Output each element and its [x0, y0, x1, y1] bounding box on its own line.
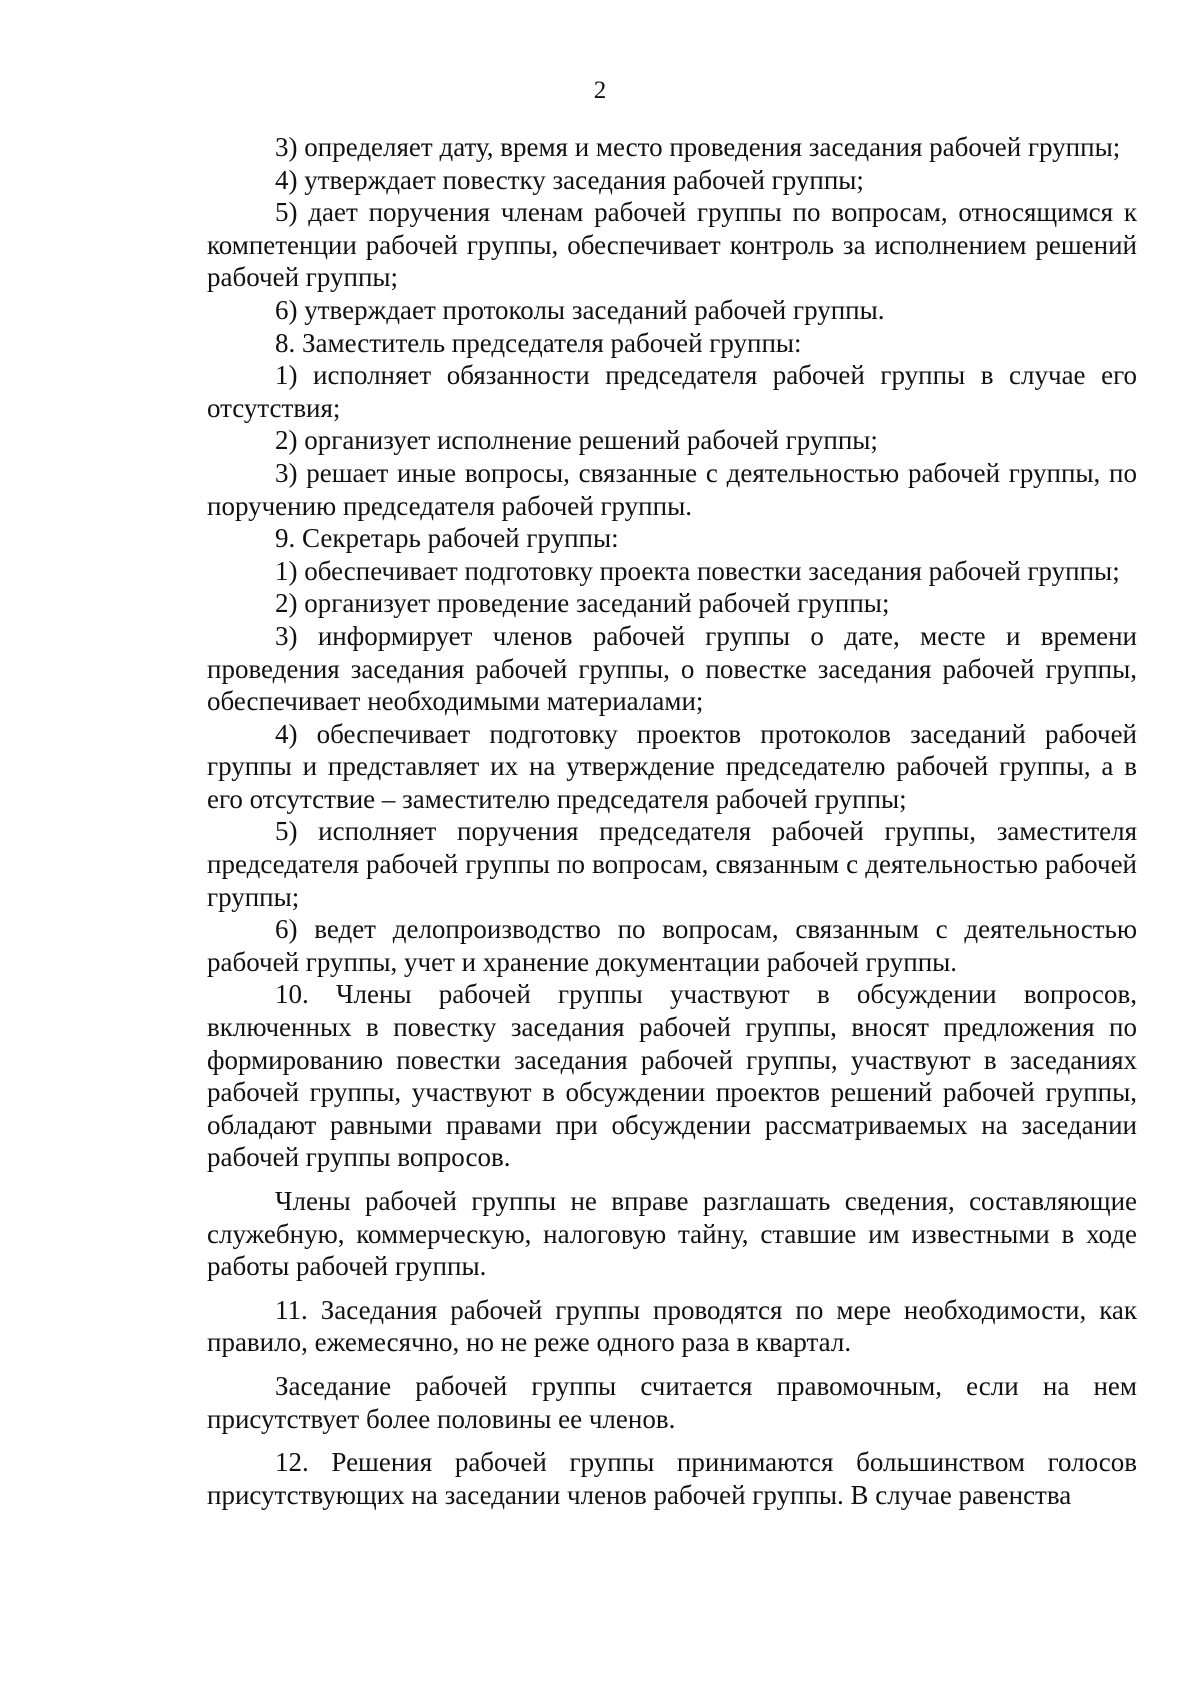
paragraph-section-11-meetings: 11. Заседания рабочей группы проводятся по мере необходимости, как правило, ежемесячно, но не реже одного раза в квартал. — [207, 1294, 1137, 1358]
paragraph-item-4-agenda: 4) утверждает повестку заседания рабочей группы; — [275, 164, 864, 195]
paragraph-secretary-item-5: 5) исполняет поручения председателя рабочей группы, заместителя председателя рабочей группы по вопросам, связанным с деятельностью рабочей группы; — [207, 816, 1137, 912]
paragraph-item-3-date-time: 3) определяет дату, время и место проведения заседания рабочей группы; — [275, 132, 1121, 162]
paragraph-item-5-assignments: 5) дает поручения членам рабочей группы по вопросам, относящимся к компетенции рабочей группы, обеспечивает контроль за исполнением решений рабочей группы; — [207, 197, 1137, 293]
paragraph-section-12-decisions: 12. Решения рабочей группы принимаются большинством голосов присутствующих на заседании членов рабочей группы. В случае равенства — [207, 1447, 1137, 1510]
paragraph-secretary-item-1: 1) обеспечивает подготовку проекта повестки заседания рабочей группы; — [275, 555, 1120, 586]
paragraph-section-9-secretary: 9. Секретарь рабочей группы: — [275, 523, 619, 554]
paragraph-members-confidentiality: Члены рабочей группы не вправе разглашать сведения, составляющие служебную, коммерческую, налоговую тайну, ставшие им известными в ходе работы рабочей группы. — [207, 1186, 1137, 1282]
paragraph-secretary-item-6: 6) ведет делопроизводство по вопросам, связанным с деятельностью рабочей группы, учет и хранение документации рабочей группы. — [207, 914, 1137, 977]
paragraph-deputy-item-3: 3) решает иные вопросы, связанные с деятельностью рабочей группы, по поручению председателя рабочей группы. — [207, 457, 1137, 521]
paragraph-item-6-protocols: 6) утверждает протоколы заседаний рабочей группы. — [275, 294, 885, 325]
paragraph-secretary-item-2: 2) организует проведение заседаний рабочей группы; — [275, 588, 890, 619]
paragraph-section-8-deputy: 8. Заместитель председателя рабочей группы: — [275, 327, 802, 358]
paragraph-secretary-item-3: 3) информирует членов рабочей группы о дате, месте и времени проведения заседания рабочей группы, о повестке заседания рабочей группы, обеспечивает необходимыми материалами; — [207, 620, 1137, 717]
paragraph-deputy-item-2: 2) организует исполнение решений рабочей группы; — [275, 425, 878, 456]
paragraph-section-10-members: 10. Члены рабочей группы участвуют в обсуждении вопросов, включенных в повестку заседания рабочей группы, вносят предложения по формированию повестки заседания рабочей группы, участвуют в заседаниях рабочей группы, участвуют в обсуждении проектов решений рабочей группы, обладают равными правами при обсуждении рассматриваемых на заседании рабочей группы вопросов. — [207, 979, 1137, 1173]
document-body — [207, 131, 1137, 1511]
page-number: 2 — [593, 77, 607, 104]
paragraph-secretary-item-4: 4) обеспечивает подготовку проектов протоколов заседаний рабочей группы и представляет их на утверждение председателю рабочей группы, а в его отсутствие – заместителю председателя рабочей группы; — [207, 718, 1137, 814]
paragraph-deputy-item-1: 1) исполняет обязанности председателя рабочей группы в случае его отсутствия; — [207, 360, 1137, 423]
paragraph-quorum: Заседание рабочей группы считается правомочным, если на нем присутствует более половины ее членов. — [207, 1370, 1137, 1434]
